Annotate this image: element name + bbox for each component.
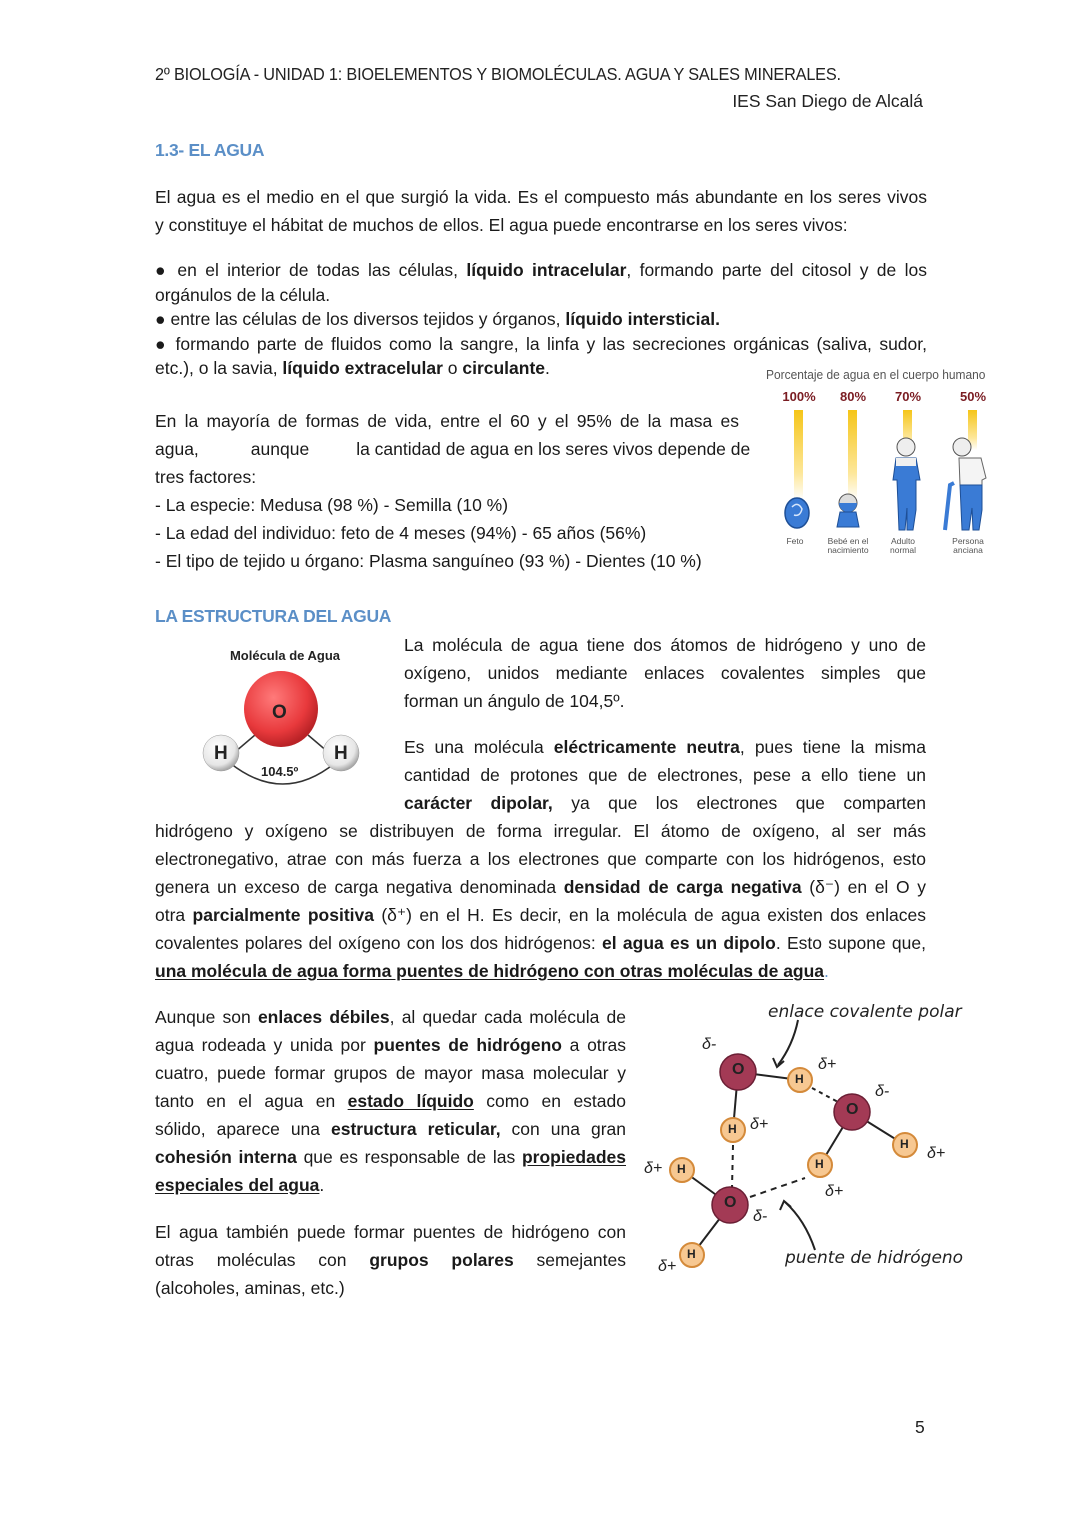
section-title-structure: LA ESTRUCTURA DEL AGUA (155, 606, 392, 626)
text-line: Es una molécula eléctricamente neutra, pues tiene la misma (404, 737, 926, 757)
delta-plus-label: δ+ (818, 1056, 837, 1073)
polar-groups-paragraph (155, 1218, 626, 1302)
key-statement: una molécula de agua forma puentes de hidrógeno con otras moléculas de agua (155, 961, 825, 981)
text-line: cantidad de protones que de electrones, pese a ello tiene un (404, 765, 926, 785)
text-line: sólido, aparece una estructura reticular, con una gran (155, 1119, 626, 1139)
text-line: hidrógeno y oxígeno se distribuyen de forma irregular. El átomo de oxígeno, al ser más (155, 821, 926, 841)
bullet-bold: líquido intersticial. (565, 309, 720, 329)
chart-category-label: Feto (786, 536, 804, 546)
hydrogen-label: H (687, 1247, 696, 1261)
chart-category-label: Bebé en el nacimiento (827, 536, 869, 555)
delta-plus-label: δ+ (644, 1160, 663, 1177)
factor-item: - El tipo de tejido u órgano: Plasma sanguíneo (93 %) - Dientes (10 %) (155, 551, 702, 571)
text-line: una molécula de agua forma puentes de hidrógeno con otras moléculas de agua. (155, 961, 829, 981)
bullet-bold: líquido extracelular (282, 358, 443, 378)
chart-value-label: 70% (894, 389, 922, 404)
school-name: IES San Diego de Alcalá (732, 91, 923, 111)
intro-paragraph (155, 183, 927, 239)
mass-line (155, 435, 751, 463)
chart-value-label: 80% (839, 389, 867, 404)
text-line: El agua también puede formar puentes de hidrógeno con (155, 1222, 626, 1242)
chart-value-label: 100% (782, 389, 816, 404)
text-line: carácter dipolar, ya que los electrones que comparten (404, 793, 926, 813)
water-percentage-chart (756, 365, 1018, 560)
human-figures-icon (756, 365, 1018, 560)
structure-paragraph-1 (404, 631, 926, 715)
text-line: electronegativo, atrae con más fuerza a los electrones que comparte con los hidrógenos, esto (155, 849, 926, 869)
hydrogen-label: H (214, 743, 228, 764)
bullet-bold: circulante (462, 358, 546, 378)
mass-word: agua, (155, 439, 199, 459)
text-line: cohesión interna que es responsable de las propiedades (155, 1147, 626, 1167)
page-number: 5 (915, 1417, 925, 1437)
bullet-text: , formando parte del citosol y de los (626, 260, 927, 280)
factor-item: - La edad del individuo: feto de 4 meses (94%) - 65 años (56%) (155, 523, 647, 543)
mass-word: aunque (250, 439, 310, 459)
text-line: tanto en el agua en estado líquido como en estado (155, 1091, 626, 1111)
bullet-text: en el interior de todas las células, (169, 260, 467, 280)
structure-paragraph-2a (404, 733, 926, 817)
delta-minus-label: δ- (875, 1083, 890, 1100)
chart-value-label: 50% (959, 389, 987, 404)
bullet-continuation: orgánulos de la célula. (155, 284, 331, 305)
course-header: 2º BIOLOGÍA - UNIDAD 1: BIOELEMENTOS Y BIOMOLÉCULAS. AGUA Y SALES MINERALES. (155, 64, 841, 84)
text-line: (alcoholes, aminas, etc.) (155, 1278, 345, 1298)
chart-title: Porcentaje de agua en el cuerpo humano (766, 367, 986, 382)
mass-word: la cantidad de agua en los seres vivos depende de (356, 439, 751, 459)
bullet-icon: ● (155, 260, 170, 280)
bullet-bold: líquido intracelular (466, 260, 627, 280)
text-line: Aunque son enlaces débiles, al quedar cada molécula de (155, 1007, 626, 1027)
text-line: genera un exceso de carga negativa denominada densidad de carga negativa (δ⁻) en el O y (155, 877, 926, 897)
mass-paragraph (155, 407, 751, 575)
bond-angle-label: 104.5º (261, 764, 299, 779)
bullet-icon: ● (155, 333, 169, 354)
water-molecule-figure (195, 645, 375, 795)
bullet-text: entre las células de los diversos tejidos y órganos, (165, 309, 566, 329)
delta-plus-label: δ+ (825, 1183, 844, 1200)
bullet-text: . (545, 358, 550, 378)
mass-line: En la mayoría de formas de vida, entre el 60 y el 95% de la masa es (155, 411, 739, 431)
bullet-item (155, 332, 927, 357)
structure-paragraph-2b (155, 817, 926, 985)
text-line: otras moléculas con grupos polares semejantes (155, 1250, 626, 1270)
bullet-item (155, 307, 927, 332)
hydrogen-label: H (900, 1137, 909, 1151)
text-line: forman un ángulo de 104,5º. (404, 691, 625, 711)
covalent-bond-label: enlace covalente polar (768, 1002, 962, 1022)
chart-category-label: Persona anciana (952, 536, 984, 555)
location-bullets (155, 258, 927, 381)
oxygen-label: O (724, 1194, 737, 1211)
intro-line: y constituye el hábitat de muchos de ellos. El agua puede encontrarse en los seres vivos: (155, 215, 848, 235)
text-line: agua rodeada y unida por puentes de hidrógeno a otras (155, 1035, 626, 1055)
hydrogen-label: H (728, 1122, 737, 1136)
oxygen-label: O (732, 1061, 745, 1078)
bullet-item (155, 258, 927, 283)
factor-item: - La especie: Medusa (98 %) - Semilla (10 %) (155, 495, 509, 515)
text-line: La molécula de agua tiene dos átomos de hidrógeno y uno de (404, 635, 926, 655)
intro-line: El agua es el medio en el que surgió la vida. Es el compuesto más abundante en los seres vivos (155, 187, 927, 207)
bullet-icon: ● (155, 309, 166, 329)
bullet-text: o (442, 358, 463, 378)
hydrogen-label: H (334, 743, 348, 764)
oxygen-label: O (272, 702, 287, 723)
bullet-text: formando parte de fluidos como la sangre, la linfa y las secreciones orgánicas (saliva, sudor, (168, 333, 927, 354)
bullet-text: etc.), o la savia, (155, 358, 283, 378)
delta-plus-label: δ+ (927, 1145, 946, 1162)
delta-minus-label: δ- (702, 1036, 717, 1053)
molecule-title: Molécula de Agua (229, 648, 341, 663)
mass-line: tres factores: (155, 467, 257, 487)
hydrogen-label: H (795, 1072, 804, 1086)
hydrogen-bond-diagram (640, 1000, 970, 1290)
delta-plus-label: δ+ (750, 1116, 769, 1133)
hydrogen-label: H (815, 1157, 824, 1171)
text-line: covalentes polares del oxígeno con los dos hidrógenos: el agua es un dipolo. Esto supone que, (155, 933, 926, 953)
text-line: oxígeno, unidos mediante enlaces covalentes simples que (404, 663, 926, 683)
text-line: especiales del agua. (155, 1175, 325, 1195)
section-title-water: 1.3- EL AGUA (155, 140, 265, 160)
text-line: otra parcialmente positiva (δ⁺) en el H. Es decir, en la molécula de agua existen dos enlaces (155, 905, 926, 925)
text-line: cuatro, puede formar grupos de mayor masa molecular y (155, 1063, 626, 1083)
hydrogen-label: H (677, 1162, 686, 1176)
hbond-paragraph (155, 1003, 626, 1199)
hydrogen-bond-label: puente de hidrógeno (785, 1248, 964, 1268)
delta-minus-label: δ- (753, 1208, 768, 1225)
delta-plus-label: δ+ (658, 1258, 677, 1275)
oxygen-label: O (846, 1101, 859, 1118)
chart-category-label: Adulto normal (890, 536, 916, 555)
